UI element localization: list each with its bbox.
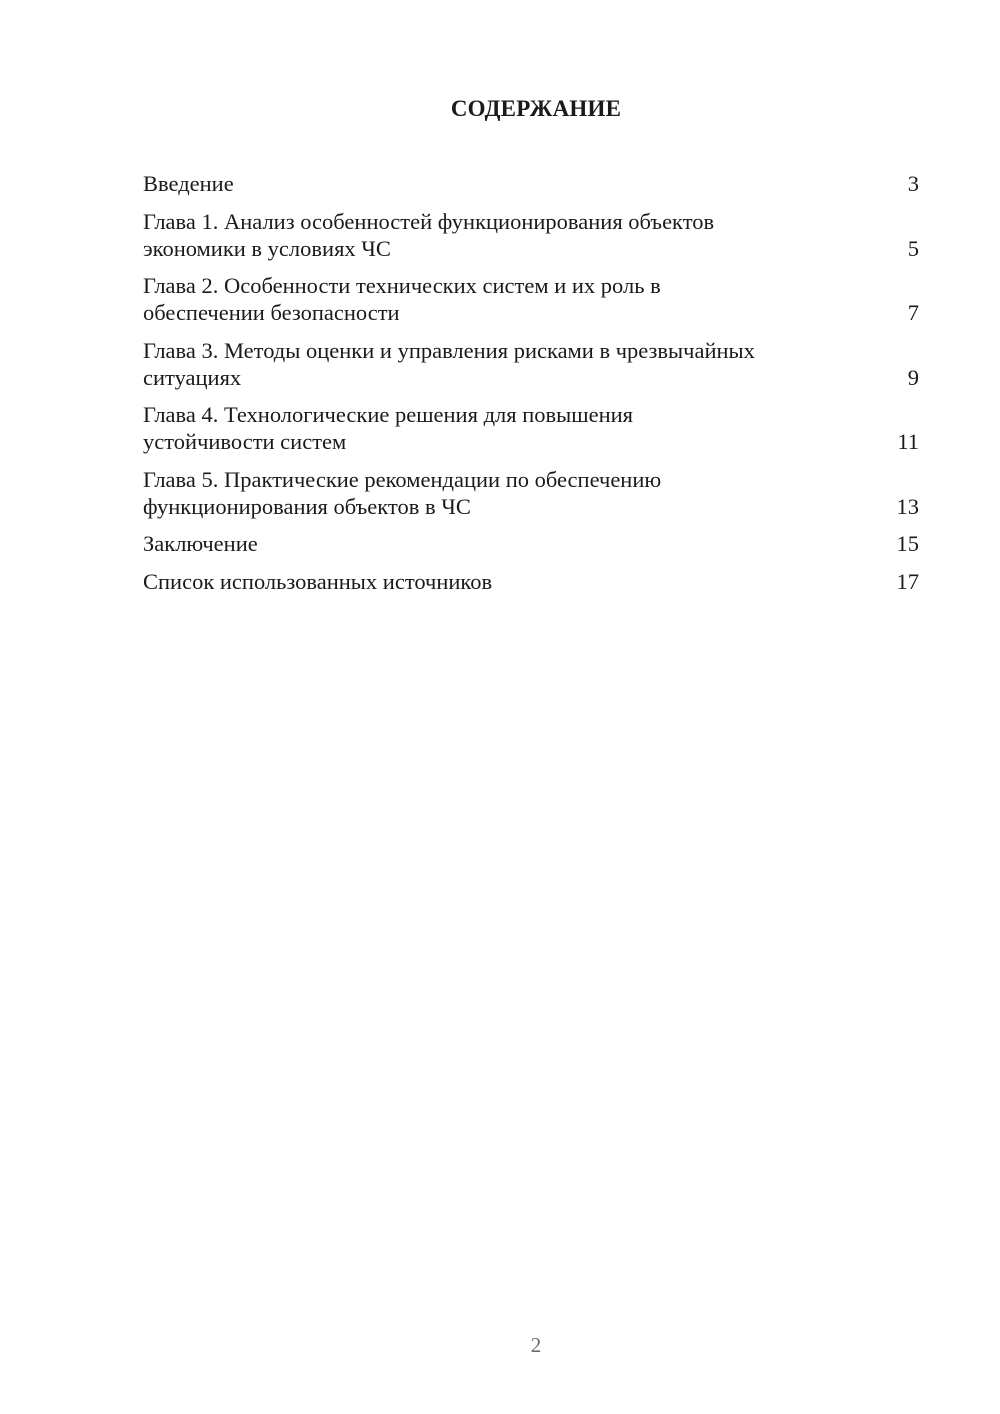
toc-page-number: 5 <box>907 235 919 261</box>
toc-entry-line: устойчивости систем <box>143 429 347 454</box>
toc-entry-chapter-3 <box>143 337 919 391</box>
toc-entry-chapter-2 <box>143 272 919 326</box>
table-of-contents <box>143 170 919 605</box>
toc-entry-line: обеспечении безопасности <box>143 300 400 325</box>
toc-page-number: 17 <box>896 568 919 594</box>
toc-entry-text <box>143 337 889 391</box>
toc-entry-line: Глава 2. Особенности технических систем и их роль в <box>143 273 661 298</box>
toc-page-number: 15 <box>896 531 919 556</box>
toc-page-number: 13 <box>896 493 919 519</box>
toc-entry-chapter-5 <box>143 466 919 520</box>
toc-entry-text <box>143 170 889 197</box>
toc-page-number: 11 <box>897 429 919 454</box>
toc-entry-chapter-1 <box>143 208 919 262</box>
toc-entry-line: Глава 4. Технологические решения для повышения <box>143 402 634 427</box>
toc-entry-line: экономики в условиях ЧС <box>143 235 391 261</box>
toc-entry-line: функционирования объектов в ЧС <box>143 493 471 519</box>
page-title: СОДЕРЖАНИЕ <box>450 96 622 121</box>
toc-entry-line: Введение <box>143 171 234 196</box>
toc-entry-line: Глава 1. Анализ особенностей функционирования объектов <box>143 208 715 234</box>
toc-entry-chapter-4 <box>143 401 919 455</box>
toc-entry-line: Глава 3. Методы оценки и управления рисками в чрезвычайных <box>143 337 755 363</box>
toc-entry-conclusion <box>143 530 919 557</box>
toc-entry-text <box>143 568 889 595</box>
toc-page-number: 3 <box>907 171 919 196</box>
toc-page-number: 9 <box>907 364 919 390</box>
toc-entry-line: ситуациях <box>143 364 242 390</box>
toc-entry-line: Заключение <box>143 531 258 556</box>
toc-entry-text <box>143 401 889 455</box>
toc-entry-text <box>143 208 889 262</box>
toc-entry-text <box>143 466 889 520</box>
page-number: 2 <box>530 1333 542 1357</box>
toc-entry-line: Глава 5. Практические рекомендации по обеспечению <box>143 466 662 492</box>
toc-entry-line: Список использованных источников <box>143 568 493 594</box>
toc-entry-text <box>143 530 889 557</box>
toc-page-number: 7 <box>907 300 919 325</box>
toc-entry-text <box>143 272 889 326</box>
toc-entry-introduction <box>143 170 919 197</box>
toc-entry-references <box>143 568 919 595</box>
